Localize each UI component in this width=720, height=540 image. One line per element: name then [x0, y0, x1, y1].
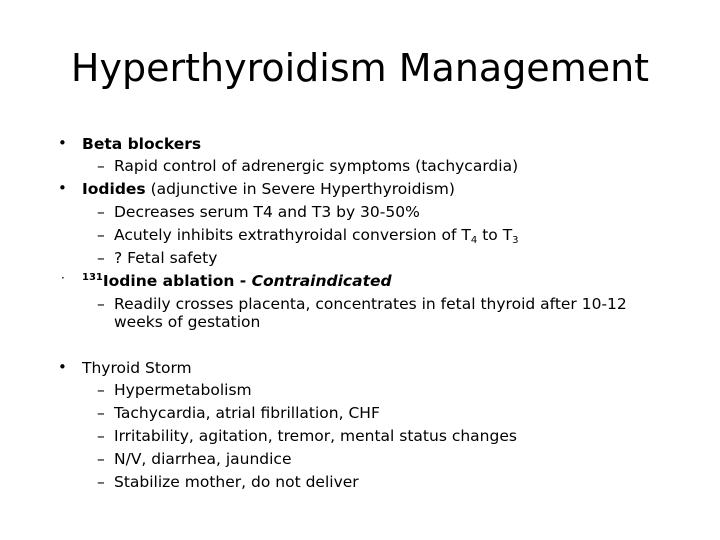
storm-sub-item: Irritability, agitation, tremor, mental status changes — [114, 427, 517, 445]
dash-icon: – — [97, 249, 105, 267]
beta-sub-1: Rapid control of adrenergic symptoms (tachycardia) — [114, 157, 519, 175]
storm-sub-item: Hypermetabolism — [114, 381, 252, 399]
beta-blockers-label: Beta blockers — [82, 135, 202, 153]
small-bullet-icon: · — [61, 271, 65, 285]
storm-sub-item: Tachycardia, atrial fibrillation, CHF — [114, 404, 380, 422]
iodides-sub-2-mid: to T — [477, 226, 513, 244]
t3-subscript: 3 — [512, 235, 519, 246]
dash-icon: – — [97, 404, 105, 422]
iodine-sub-1-cont: weeks of gestation — [114, 313, 261, 331]
dash-icon: – — [97, 203, 105, 221]
iodine-ablation-line — [82, 271, 392, 291]
iodine-sub-1: Readily crosses placenta, concentrates in fetal thyroid after 10-12 — [114, 295, 627, 313]
storm-sub-item: Stabilize mother, do not deliver — [114, 473, 359, 491]
dash-icon: – — [97, 157, 105, 175]
iodides-line — [82, 179, 455, 199]
bullet-icon: • — [58, 179, 67, 197]
contraindicated-label: Contraindicated — [251, 272, 392, 290]
iodides-sub-1: Decreases serum T4 and T3 by 30-50% — [114, 203, 420, 221]
dash-icon: – — [97, 450, 105, 468]
iodine-ablation-label: Iodine ablation - — [102, 272, 252, 290]
dash-icon: – — [97, 427, 105, 445]
dash-icon: – — [97, 295, 105, 313]
slide-title: Hyperthyroidism Management — [70, 46, 650, 90]
iodides-sub-2 — [114, 225, 519, 245]
dash-icon: – — [97, 473, 105, 491]
iodine-isotope-superscript: 131 — [82, 272, 103, 283]
iodides-sub-3: ? Fetal safety — [114, 249, 218, 267]
iodides-label: Iodides — [82, 180, 146, 198]
thyroid-storm-label: Thyroid Storm — [82, 359, 192, 377]
storm-sub-item: N/V, diarrhea, jaundice — [114, 450, 292, 468]
bullet-icon: • — [58, 134, 67, 152]
iodides-sub-2-text: Acutely inhibits extrathyroidal conversion of T — [114, 226, 471, 244]
iodides-label-rest: (adjunctive in Severe Hyperthyroidism) — [145, 180, 455, 198]
bullet-icon: • — [58, 358, 67, 376]
t4-subscript: 4 — [470, 235, 478, 246]
dash-icon: – — [97, 381, 105, 399]
dash-icon: – — [97, 226, 105, 244]
